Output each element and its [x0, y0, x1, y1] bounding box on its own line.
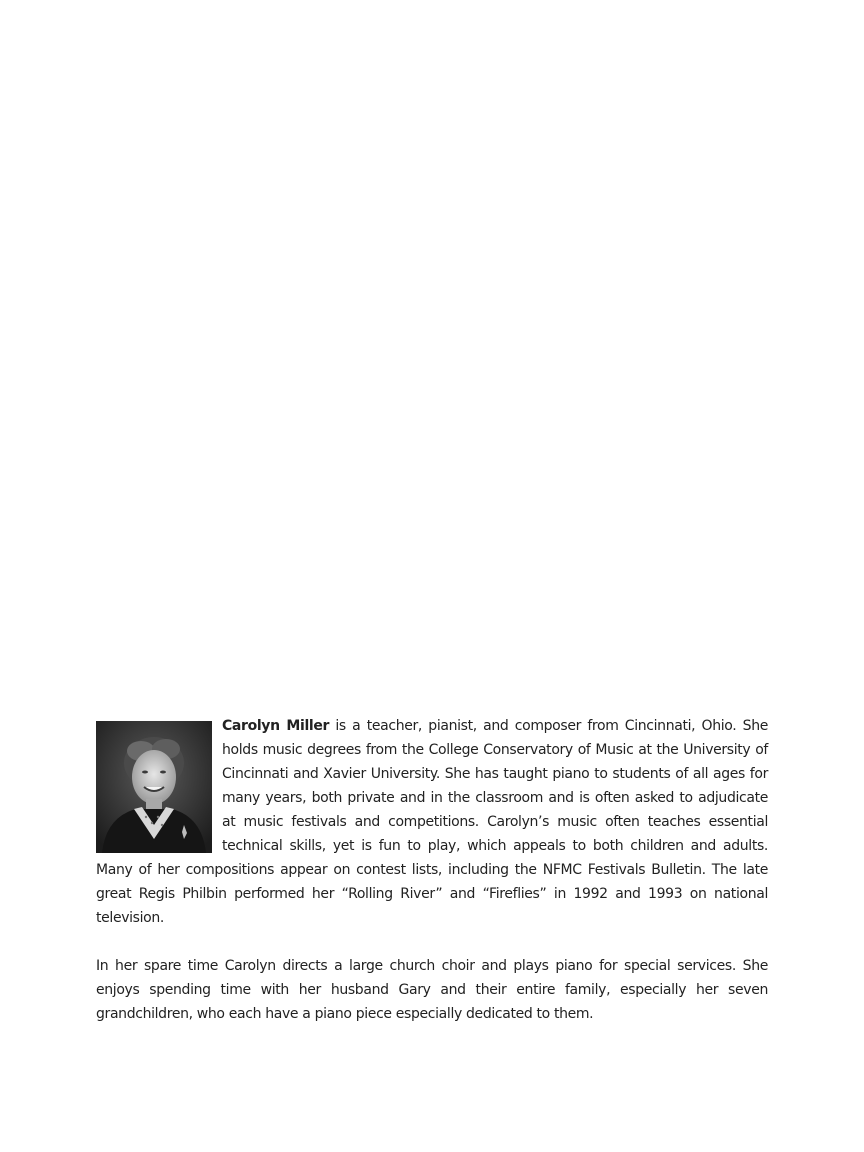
bio-intro-text: is a teacher, pianist, and composer from Cincinnati, Ohio. She holds music degrees from the College Conservatory of Music at the University of Cincinnati and Xavier University. She has taught piano to students of all ages for many years, both private and in the classroom and is often asked to adjudicate at music festivals and competitions. Carolyn’s music often teaches essential technical skills, yet is fun to play, which appeals to both children and adults. Many of her compositions appear on contest lists, including the NFMC Festivals Bulletin. The late great Regis Philbin performed her “Rolling River” and “Fireflies” in 1992 and 1993 on national television.	[96, 718, 768, 926]
bio-paragraph-personal: In her spare time Carolyn directs a large church choir and plays piano for special services. She enjoys spending time with her husband Gary and their entire family, especially her seven grandchildren, who each have a piano piece especially dedicated to them.	[96, 958, 768, 1022]
author-portrait-photo	[96, 721, 212, 853]
author-name: Carolyn Miller	[222, 718, 330, 734]
author-bio-section	[96, 714, 768, 1026]
bio-paragraph-main	[96, 714, 768, 930]
